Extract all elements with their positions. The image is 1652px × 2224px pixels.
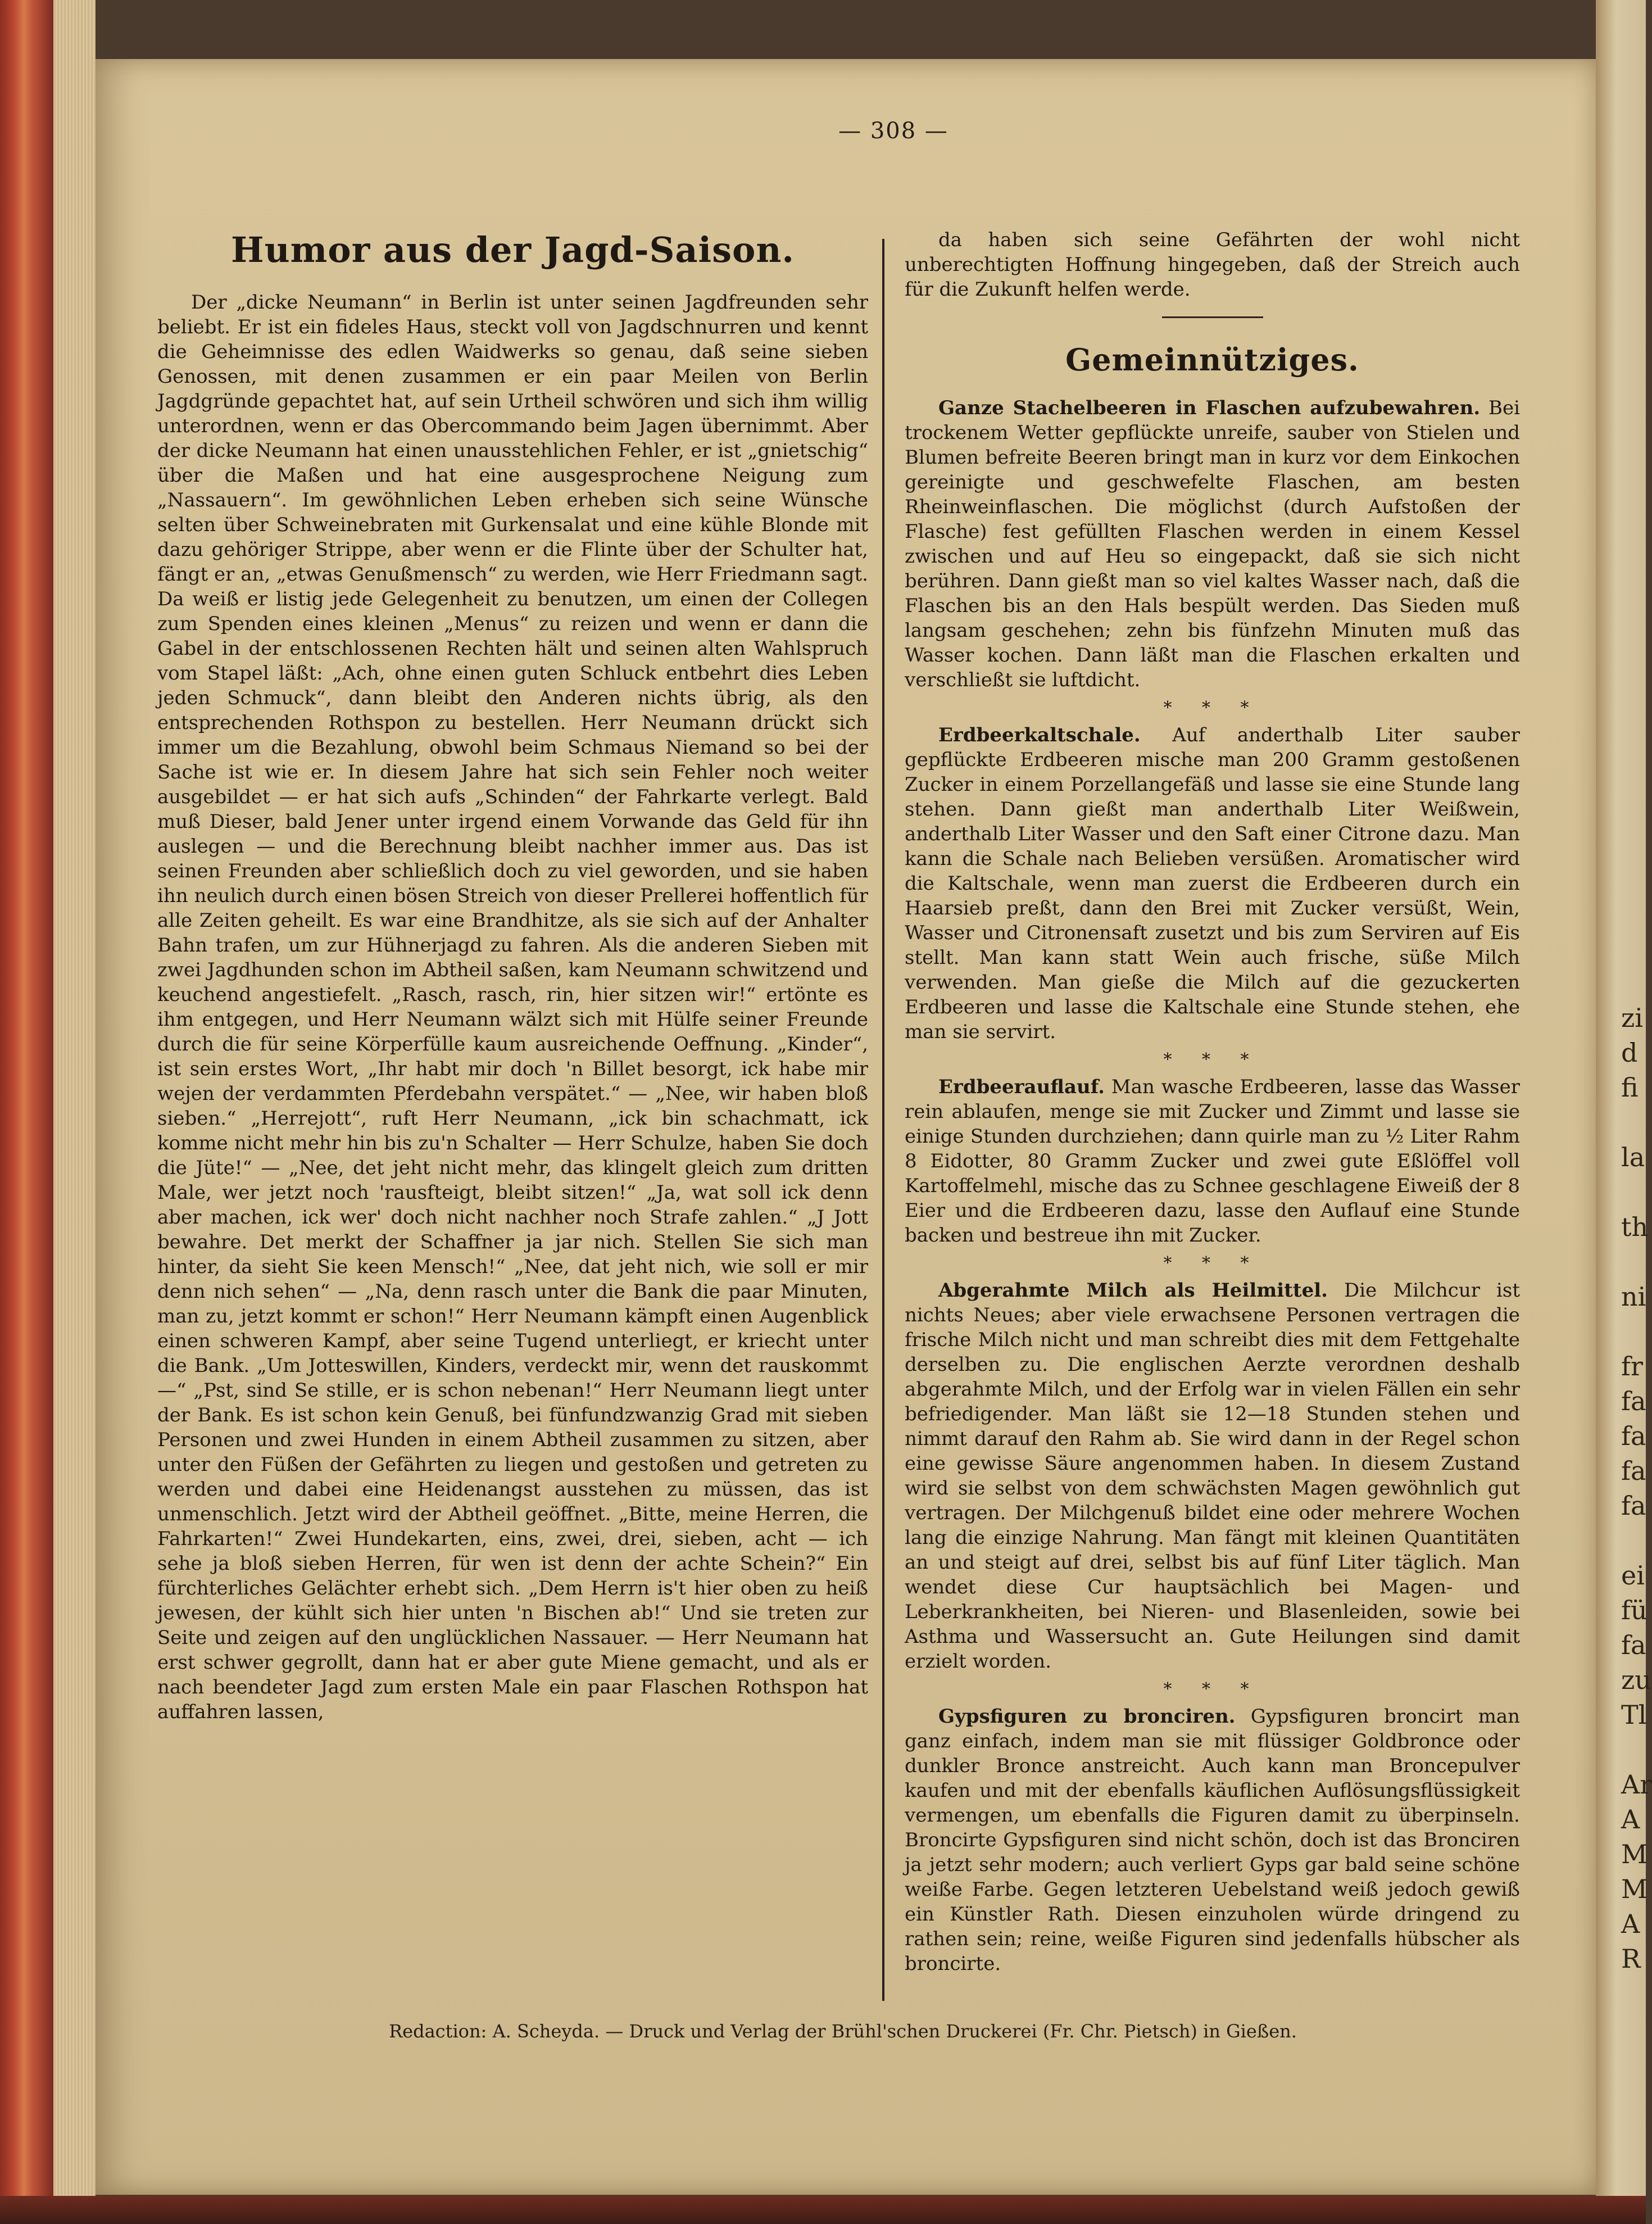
recipe-text: Auf anderthalb Liter sauber gepflückte Erdbeeren mische man 200 Gramm gestoßenen Zucker in einem Porzellangefäß und lasse sie eine Stunde lang stehen. Dann gießt man anderthalb Liter Weißwein, anderthalb Liter Wasser und den Saft einer Citrone dazu. Man kann die Schale nach Belieben versüßen. Aromatischer wird die Kaltschale, wenn man zuerst die Erdbeeren durch ein Haarsieb preßt, dann den Brei mit Zucker versüßt, Wein, Wasser und Citronensaft zusetzt und bis zum Serviren auf Eis stellt. Man kann statt Wein auch frische, süße Milch verwenden. Man gieße die Milch auf die gezuckerten Erdbeeren und lasse die Kaltschale eine Stunde stehen, ehe man sie servirt. bbox=[905, 724, 1520, 1043]
star-separator: * * * bbox=[1163, 1253, 1261, 1273]
article-headline: Humor aus der Jagd-Saison. bbox=[230, 229, 795, 270]
star-separator: * * * bbox=[1163, 698, 1261, 718]
recipe-text: Gypsfiguren broncirt man ganz einfach, indem man sie mit flüssiger Goldbronce oder dunkler Bronce anstreicht. Auch kann man Broncepulver kaufen und mit der ebenfalls käuflichen Auflösungsflüssigkeit vermengen, um ebenfalls die Figuren damit zu überpinseln. Broncirte Gypsfiguren sind nicht schön, doch ist das Bronciren ja jetzt sehr modern; auch verliert Gyps gar bald seine schöne weiße Farbe. Gegen letzteren Uebelstand weiß jedoch gewiß ein Künstler Rath. Diesen einzuholen würde dringend zu rathen sein; reine, weiße Figuren sind jedenfalls hübscher als broncirte. bbox=[905, 1705, 1520, 1975]
article-body: Der „dicke Neumann“ in Berlin ist unter seinen Jagdfreunden sehr beliebt. Er ist ein fideles Haus, steckt voll von Jagdschnurren und kennt die Geheimnisse des edlen Waidwerks so genau, daß seine sieben Genossen, mit denen zusammen er ein paar Meilen von Berlin Jagdgründe gepachtet hat, auf sein Urtheil schwören und sich ihm willig unterordnen, wenn er das Obercommando beim Jagen übernimmt. Aber der dicke Neumann hat einen unausstehlichen Fehler, er ist „gnietschig“ über die Maßen und hat eine ausgesprochene Neigung zum „Nassauern“. Im gewöhnlichen Leben erheben sich seine Wünsche selten über Schweinebraten mit Gurkensalat und eine kühle Blonde mit dazu gehöriger Strippe, aber wenn er die Flinte über der Schulter hat, fängt er an, „etwas Genußmensch“ zu werden, wie Herr Friedmann sagt. Da weiß er listig jede Gelegenheit zu benutzen, um einen der Collegen zum Spenden eines kleinen „Menus“ zu reizen und wenn er dann die Gabel in der entschlossenen Rechten hält und seinen alten Wahlspruch vom Stapel läßt: „Ach, ohne einen guten Schluck entbehrt dies Leben jeden Schmuck“, dann bleibt den Anderen nichts übrig, als den entsprechenden Rothspon zu bestellen. Herr Neumann drückt sich immer um die Bezahlung, obwohl beim Schmaus Niemand so bei der Sache ist wie er. In diesem Jahre hat sich sein Fehler noch weiter ausgebildet — er hat sich aufs „Schinden“ der Fahrkarte verlegt. Bald muß Dieser, bald Jener unter irgend einem Vorwande das Geld für ihn auslegen — und die Berechnung bleibt nachher immer aus. Das ist seinen Freunden aber schließlich doch zu viel geworden, und sie haben ihn neulich durch einen bösen Streich von dieser Prellerei hoffentlich für alle Zeiten geheilt. Es war eine Brandhitze, als sie sich auf der Anhalter Bahn trafen, um zur Hühnerjagd zu fahren. Als die anderen Sieben mit zwei Jagdhunden schon im Abtheil saßen, kam Neumann schwitzend und keuchend angestiefelt. „Rasch, rasch, rin, hier sitzen wir!“ ertönte es ihm entgegen, und Herr Neumann wälzt sich mit Hülfe seiner Freunde durch die für seine Körperfülle kaum ausreichende Oeffnung. „Kinder“, ist sein erstes Wort, „Ihr habt mir doch 'n Billet besorgt, ick habe mir wejen der verdammten Pferdebahn verspätet.“ — „Nee, wir haben bloß sieben.“ „Herrejott“, ruft Herr Neumann, „ick bin schachmatt, ick komme nicht mehr hin bis zu'n Schalter — Herr Schulze, haben Sie doch die Jüte!“ — „Nee, det jeht nicht mehr, das klingelt gleich zum dritten Male, wer jetzt noch 'rausfteigt, bleibt sitzen!“ „Ja, wat soll ick denn aber machen, ick wer' doch nicht nachher noch Strafe zahlen.“ „J Jott bewahre. Det merkt der Schaffner ja jar nich. Stellen Sie sich man hinter, da sieht Sie keen Mensch!“ „Nee, dat jeht nich, wie soll er mir denn nich sehen“ — „Na, denn rasch unter die Bank die paar Minuten, man zu, jetzt kommt er schon!“ Herr Neumann kämpft einen Augenblick einen schweren Kampf, aber seine Tugend unterliegt, er kriecht unter die Bank. „Um Jotteswillen, Kinders, verdeckt mir, wenn det rauskommt —“ „Pst, sind Se stille, er is schon nebenan!“ Herr Neumann liegt unter der Bank. Es ist schon kein Genuß, bei fünfundzwanzig Grad mit sieben Personen und zwei Hunden in einem Abtheil zusammen zu sitzen, aber unter den Füßen der Gefährten zu liegen und gestoßen und getreten zu werden und dabei eine Heidenangst ausstehen zu müssen, das ist unmenschlich. Jetzt wird der Abtheil geöffnet. „Bitte, meine Herren, die Fahrkarten!“ Zwei Hundekarten, eins, zwei, drei, sieben, acht — ich sehe ja bloß sieben Herren, für wen ist denn der achte Schein?“ Ein fürchterliches Gelächter erhebt sich. „Dem Herrn is't hier oben zu heiß jewesen, der kühlt sich hier unten 'n Bischen ab!“ Und sie treten zur Seite und zeigen auf den unglücklichen Nassauer. — Herr Neumann hat erst schwer gegrollt, dann hat er aber gute Miene gemacht, und als er nach beendeter Jagd zum ersten Male ein paar Flaschen Rothspon hat auffahren lassen, bbox=[157, 291, 868, 1723]
left-column bbox=[157, 225, 868, 1724]
adjacent-page-text: zi d fi la th ni fr fa fa fa fa ei fü fa zu Tl Ar A M M A R bbox=[1621, 1003, 1652, 1974]
book-binding-bottom bbox=[0, 2196, 1646, 2224]
recipe-title: Erdbeerkaltschale. bbox=[938, 724, 1141, 746]
recipe-item bbox=[905, 1704, 1520, 1976]
page-edges bbox=[53, 0, 96, 2224]
recipe-title: Abgerahmte Milch als Heilmittel. bbox=[938, 1279, 1328, 1302]
recipe-item bbox=[905, 723, 1520, 1044]
short-rule bbox=[1162, 316, 1263, 318]
recipe-item bbox=[905, 1278, 1520, 1674]
recipe-text: Bei trockenem Wetter gepflückte unreife, sauber von Stielen und Blumen befreite Beeren bringt man in kurz vor dem Einkochen gereinigte und geschwefelte Flaschen, am besten Rheinweinflaschen. Die möglichst (durch Aufstoßen der Flasche) fest gefüllten Flaschen werden in einem Kessel zwischen und auf Heu so eingepackt, daß sie sich nicht berühren. Dann gießt man so viel kaltes Wasser nach, daß die Flaschen bis an den Hals bespült werden. Das Sieden muß langsam geschehen; zehn bis fünfzehn Minuten muß das Wasser kochen. Dann läßt man die Flaschen erkalten und verschließt sie luftdicht. bbox=[905, 397, 1520, 691]
recipe-title: Erdbeerauflauf. bbox=[938, 1076, 1105, 1098]
column-divider bbox=[882, 239, 884, 2001]
star-separator: * * * bbox=[1163, 1050, 1261, 1070]
recipe-text: Man wasche Erdbeeren, lasse das Wasser rein ablaufen, menge sie mit Zucker und Zimmt und lasse sie einige Stunden durchziehen; dann quirle man zu ½ Liter Rahm 8 Eidotter, 80 Gramm Zucker und zwei gute Eßlöffel voll Kartoffelmehl, mische das zu Schnee geschlagene Eiweiß der 8 Eier und die Erdbeeren dazu, lasse den Auflauf eine Stunde backen und bestreue ihn mit Zucker. bbox=[905, 1076, 1520, 1247]
imprint-footer: Redaction: A. Scheyda. — Druck und Verlag der Brühl'schen Druckerei (Fr. Chr. Pietsch) in Gießen. bbox=[389, 2021, 1297, 2042]
page-number: — 308 — bbox=[838, 118, 948, 144]
recipe-item bbox=[905, 396, 1520, 692]
adjacent-page-edge bbox=[1596, 0, 1652, 2224]
right-column bbox=[905, 228, 1520, 1980]
section-headline: Gemeinnütziges. bbox=[1065, 342, 1359, 378]
recipe-text: Die Milchcur ist nichts Neues; aber viele erwachsene Personen vertragen die frische Milch nicht und man schreibt dies mit dem Fettgehalte derselben zu. Die englischen Aerzte verordnen deshalb abgerahmte Milch, und der Erfolg war in vielen Fällen ein sehr befriedigender. Man läßt sie 12—18 Stunden stehen und nimmt darauf den Rahm ab. Sie wird dann in der Regel schon eine gewisse Säure angenommen haben. In diesem Zustand wird sie selbst von dem schwächsten Magen gewöhnlich gut vertragen. Der Milchgenuß bildet eine oder mehrere Wochen lang die einzige Nahrung. Man fängt mit kleinen Quantitäten an und steigt auf drei, selbst bis auf fünf Liter täglich. Man wendet diese Cur hauptsächlich bei Magen- und Leberkrankheiten, bei Nieren- und Blasenleiden, sowie bei Asthma und Wassersucht an. Gute Heilungen sind damit erzielt worden. bbox=[905, 1279, 1520, 1673]
book-binding-left bbox=[0, 0, 53, 2224]
recipe-title: Ganze Stachelbeeren in Flaschen aufzubewahren. bbox=[938, 397, 1481, 419]
star-separator: * * * bbox=[1163, 1679, 1261, 1699]
recipe-item bbox=[905, 1075, 1520, 1248]
article-continuation: da haben sich seine Gefährten der wohl nicht unberechtigten Hoffnung hingegeben, daß der Streich auch für die Zukunft helfen werde. bbox=[905, 229, 1520, 301]
recipe-title: Gypsfiguren zu bronciren. bbox=[938, 1705, 1236, 1728]
